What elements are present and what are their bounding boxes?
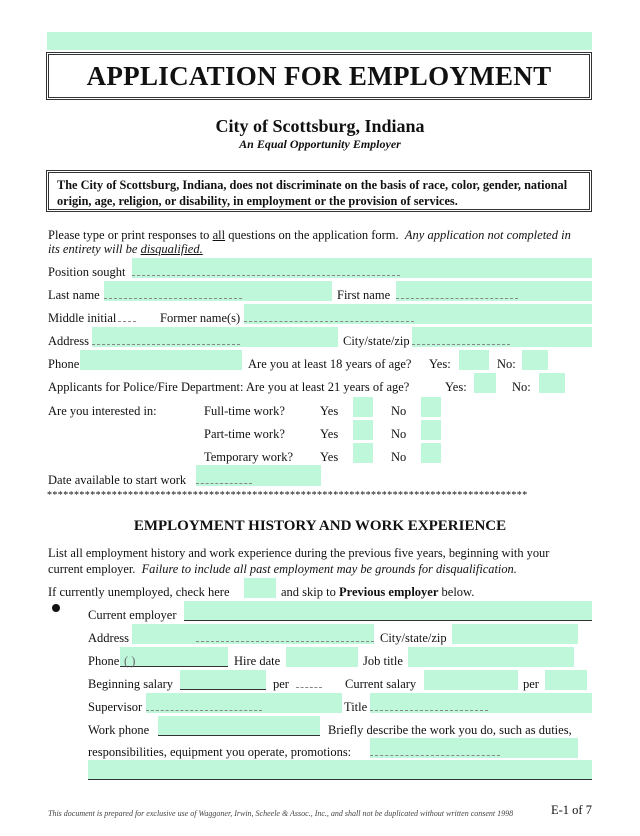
age18-no-label: No: <box>497 357 516 371</box>
employer-city-label: City/state/zip <box>380 631 447 645</box>
part-time-yes-label: Yes <box>320 427 339 441</box>
section-separator: ***************************************************************************************** <box>47 490 528 501</box>
interested-label: Are you interested in: <box>48 404 157 418</box>
top-field[interactable] <box>47 32 592 50</box>
beginning-salary-label: Beginning salary <box>88 677 174 691</box>
phone-area-code: ( ) <box>124 654 136 668</box>
age18-yes-label: Yes: <box>429 357 451 371</box>
current-employer-input[interactable] <box>184 601 592 621</box>
former-names-label: Former name(s) <box>160 311 241 325</box>
position-sought-line <box>132 275 400 276</box>
unemployed-label: If currently unemployed, check here <box>48 585 230 599</box>
page-number: E-1 of 7 <box>551 803 592 817</box>
beginning-salary-input[interactable] <box>180 670 266 690</box>
first-name-label: First name <box>337 288 391 302</box>
job-title-input[interactable] <box>408 647 574 667</box>
unemployed-skip: and skip to Previous employer below. <box>281 585 475 599</box>
hire-date-input[interactable] <box>286 647 358 667</box>
temporary-label: Temporary work? <box>204 450 294 464</box>
temporary-yes-label: Yes <box>320 450 339 464</box>
bullet-icon <box>52 604 60 612</box>
supervisor-title-label: Title <box>344 700 368 714</box>
police-fire-question: Applicants for Police/Fire Department: Are you at least 21 years of age? <box>48 380 410 394</box>
middle-initial-label: Middle initial <box>48 311 117 325</box>
full-time-label: Full-time work? <box>204 404 285 418</box>
employment-intro-line1: List all employment history and work experience during the previous five years, beginning with your <box>48 546 550 560</box>
describe-input-2[interactable] <box>88 760 592 780</box>
employer-phone-label: Phone <box>88 654 120 668</box>
address-label: Address <box>48 334 89 348</box>
instructions-line2: its entirety will be disqualified. <box>48 242 203 256</box>
police-yes-label: Yes: <box>445 380 467 394</box>
phone-input[interactable] <box>80 350 242 370</box>
age18-yes-box[interactable] <box>459 350 489 370</box>
temporary-no-box[interactable] <box>421 443 441 463</box>
eoe-subtitle: An Equal Opportunity Employer <box>239 137 401 151</box>
middle-initial-line[interactable] <box>118 321 136 322</box>
footer-disclaimer: This document is prepared for exclusive use of Waggoner, Irwin, Scheele & Assoc., Inc., and shall not be duplicated without written consent 1998 <box>48 809 514 818</box>
current-salary-label: Current salary <box>345 677 417 691</box>
instructions-line1: Please type or print responses to all questions on the application form. Any application not completed in <box>48 228 571 242</box>
current-employer-label: Current employer <box>88 608 177 622</box>
supervisor-label: Supervisor <box>88 700 143 714</box>
work-phone-input[interactable] <box>158 716 320 736</box>
police-no-label: No: <box>512 380 531 394</box>
title-box <box>46 52 592 100</box>
beginning-per-line[interactable] <box>296 687 322 688</box>
temporary-yes-box[interactable] <box>353 443 373 463</box>
employment-intro-line2: current employer. Failure to include all past employment may be grounds for disqualification. <box>48 562 517 576</box>
current-salary-input[interactable] <box>424 670 518 690</box>
page-title: APPLICATION FOR EMPLOYMENT <box>86 61 552 91</box>
full-time-no-box[interactable] <box>421 397 441 417</box>
job-title-label: Job title <box>363 654 403 668</box>
employer-phone-input[interactable] <box>120 647 228 667</box>
part-time-no-label: No <box>391 427 407 441</box>
employer-address-label: Address <box>88 631 129 645</box>
part-time-no-box[interactable] <box>421 420 441 440</box>
describe-label: Briefly describe the work you do, such as duties, <box>328 723 572 737</box>
part-time-label: Part-time work? <box>204 427 285 441</box>
beginning-per-label: per <box>273 677 289 691</box>
full-time-yes-box[interactable] <box>353 397 373 417</box>
phone-label: Phone <box>48 357 80 371</box>
full-time-yes-label: Yes <box>320 404 339 418</box>
last-name-label: Last name <box>48 288 100 302</box>
police-yes-box[interactable] <box>474 373 496 393</box>
nondiscrimination-notice: The City of Scottsburg, Indiana, does not discriminate on the basis of race, color, gender, national origin, age, religion, or disability, in employment or the provision of services. <box>46 170 592 212</box>
temporary-no-label: No <box>391 450 407 464</box>
employment-heading: EMPLOYMENT HISTORY AND WORK EXPERIENCE <box>133 518 507 534</box>
current-per-label: per <box>523 677 539 691</box>
hire-date-label: Hire date <box>234 654 281 668</box>
city-name: City of Scottsburg, Indiana <box>215 116 425 136</box>
current-per-input[interactable] <box>545 670 587 690</box>
work-phone-label: Work phone <box>88 723 150 737</box>
unemployed-checkbox[interactable] <box>244 578 276 598</box>
describe-label-2: responsibilities, equipment you operate, promotions: <box>88 745 352 759</box>
age18-no-box[interactable] <box>522 350 548 370</box>
police-no-box[interactable] <box>539 373 565 393</box>
city-state-zip-label: City/state/zip <box>343 334 410 348</box>
full-time-no-label: No <box>391 404 407 418</box>
date-available-label: Date available to start work <box>48 473 187 487</box>
employer-city-input[interactable] <box>452 624 578 644</box>
part-time-yes-box[interactable] <box>353 420 373 440</box>
position-sought-label: Position sought <box>48 265 126 279</box>
age18-question: Are you at least 18 years of age? <box>248 357 412 371</box>
